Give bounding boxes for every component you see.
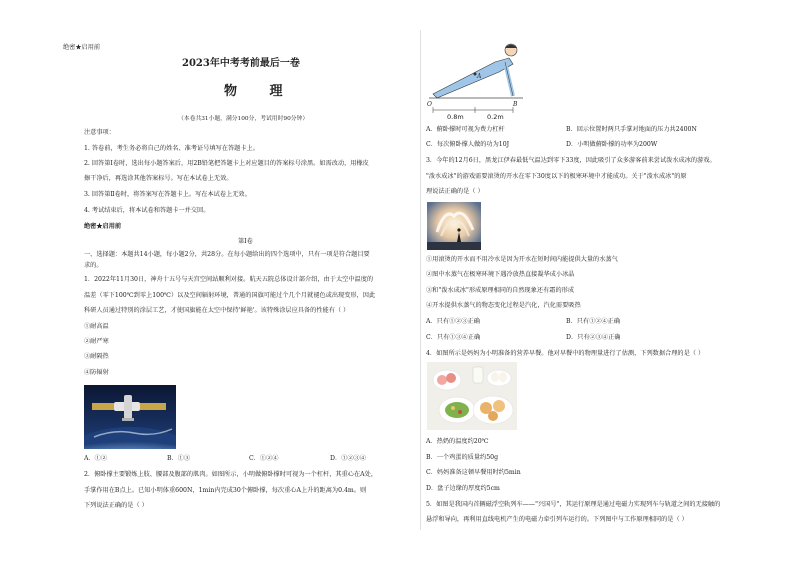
q1-answer: D．①②③④ (330, 455, 366, 462)
subject-title: 物 理 (224, 84, 297, 99)
q2-stem: 2．俯卧撑主要锻炼上肢、腰部及腹部的肌肉。如图所示，小明做俯卧撑时可视为一个杠杆，其重心在A处， (84, 471, 378, 478)
q2-answer: B．回示位置时两只手掌对地面的压力共2400N (566, 126, 697, 133)
q1-answer: C．①②④ (249, 455, 279, 462)
q4-stem: 4．如图所示是妈妈为小明准备的营养早餐。他对早餐中的物理量进行了估测，下列数据合理的是（ ） (426, 350, 705, 357)
q3-option: ③和"泼水成冰"形成原理相同的自然现象还有霜的形成 (426, 287, 575, 294)
splash-water-image (427, 202, 481, 250)
q3-option: ④开水提供水蒸气的物态变化过程是汽化，汽化需要吸热 (426, 302, 581, 309)
q1-option: ③耐隔热 (84, 353, 109, 360)
notice-heading: 注意事项： (84, 129, 115, 136)
dim-08: 0.8m (447, 113, 464, 121)
notice-item: 4. 考试结束后，将本试卷和答题卡一并交回。 (84, 207, 210, 214)
q1-answer: B．①③ (167, 455, 191, 462)
notice-item: 1. 答卷前，考生务必将自己的姓名、准考证号填写在答题卡上。 (84, 145, 259, 152)
choice-intro: 求的。 (84, 262, 103, 269)
q2-answer: A．俯卧撑时可视为费力杠杆 (426, 126, 505, 133)
label-o: O (427, 101, 432, 108)
q2-answer: D．小明做俯卧撑的功率为200W (566, 141, 658, 148)
q5-stem: 悬浮和导向，再利用直线电机产生的电磁力牵引列车运行的。下列图中与工作原理相同的是（ ） (426, 516, 688, 523)
q3-answer: B．只有①②④正确 (566, 318, 621, 325)
q3-answer: A．只有①②③正确 (426, 318, 480, 325)
q3-option: ①用滚烫的开水而不用冷水是因为开水在短时间内能提供大量的水蒸气 (426, 256, 618, 263)
section-label: 第Ⅰ卷 (238, 238, 253, 245)
q3-stem: 理说法正确的是（ ） (426, 188, 484, 195)
space-station-image (84, 385, 176, 449)
q3-answer: C．只有①③④正确 (426, 334, 481, 341)
q4-answer: A．热奶的温度约20℃ (426, 438, 489, 445)
q4-answer: D．盘子边缘的厚度约5cm (426, 485, 500, 492)
dim-02: 0.2m (487, 113, 504, 121)
secret-mark-2: 绝密★启用前 (84, 223, 122, 230)
q1-answer: A．①② (84, 455, 108, 462)
q1-option: ②耐严寒 (84, 338, 109, 345)
q3-stem: "泼水成冰"的游戏需要滚烫的开水在零下30度以下的极寒环境中才能成功。关于"泼水成冰"的原 (426, 173, 687, 180)
exam-title: 2023年中考考前最后一卷 (182, 58, 300, 69)
pushup-figure (425, 40, 525, 122)
breakfast-image (427, 362, 517, 430)
label-a: A (477, 73, 482, 80)
q1-option: ①耐高温 (84, 323, 109, 330)
q5-stem: 5．如图是我国内首辆磁浮空轨列车——"兴国号"，其运行原理是通过电磁力实现列车与轨道之间的无接触的 (426, 501, 721, 508)
q3-answer: D．只有②③④正确 (566, 334, 621, 341)
q1-option: ④防辐射 (84, 369, 109, 376)
q2-stem: 手掌作用在B点上。已知小明体重600N，1min内完成30个俯卧撑，每次重心A上升的距离为0.4m。则 (84, 487, 367, 494)
q1-stem: 温差（零下100℃到零上100℃）以及空间辐射环境，普通的国旗可能过个几个月就褪色或出现变形，因此 (84, 292, 376, 299)
q4-answer: B．一个鸡蛋的质量约50g (426, 454, 499, 461)
q1-stem: 科研人员通过特别的涂层工艺，才使国旗能在太空中保持'鲜艳'。该特殊涂层应具备的性能有（ ） (84, 307, 350, 314)
q3-stem: 3．今年的12月6日，黑龙江伊春最低气温达到零下33度，因此吸引了众多游客前来尝试泼水成冰的游戏。 (426, 157, 716, 164)
q1-stem: 1．2022年11月30日，神舟十五号与天宫空间站顺利对接。航天五院总体设计部介绍，由于太空中温度的 (84, 276, 374, 283)
q4-answer: C．妈妈准备这顿早餐用时约5min (426, 469, 521, 476)
choice-intro: 一、选择题：本题共14小题，每小题2分，共28分。在每小题给出的四个选项中，只有一项是符合题目要 (84, 251, 370, 258)
label-b: B (513, 101, 518, 108)
q2-stem: 下列说法正确的是（ ） (84, 502, 148, 509)
exam-meta: （本卷共31小题，满分100分，考试用时90分钟） (178, 116, 309, 122)
column-divider (420, 30, 421, 530)
notice-item: 2. 回答第Ⅰ卷时，选出每小题答案后，用2B铅笔把答题卡上对应题目的答案标号涂黑。如需改动，用橡皮 (84, 160, 369, 167)
secret-mark: 绝密★启用前 (63, 44, 101, 51)
q2-answer: C．每次俯卧撑人做的功为10J (426, 141, 510, 148)
notice-item: 3. 回答第Ⅱ卷时，将答案写在答题卡上。写在本试卷上无效。 (84, 191, 251, 198)
q3-option: ②图中水蒸气在极寒环境下遇冷放热直接凝华成小冰晶 (426, 271, 575, 278)
notice-item: 擦干净后，再选涂其他答案标号。写在本试卷上无效。 (84, 175, 233, 182)
